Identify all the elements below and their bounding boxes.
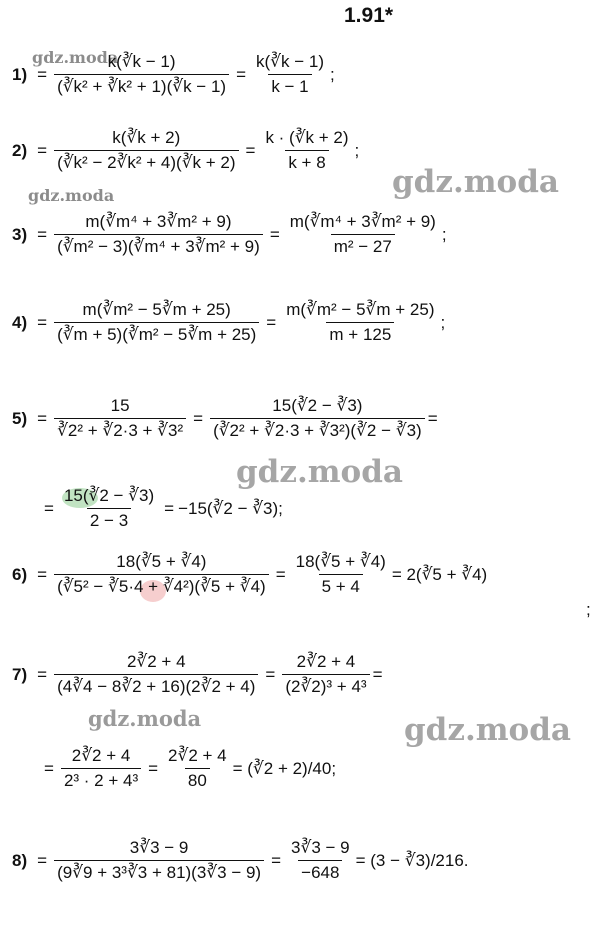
fraction (54, 52, 229, 97)
equals-sign: = (44, 758, 54, 778)
watermark: gdz.moda (88, 706, 202, 731)
fraction (54, 128, 238, 173)
denominator: m² − 27 (331, 234, 395, 257)
equation-line-5-cont (40, 486, 283, 531)
denominator: ∛2² + ∛2·3 + ∛3² (54, 418, 186, 441)
line-end: = (∛2 + 2)/40; (232, 758, 337, 778)
watermark: gdz.moda (32, 48, 119, 67)
item-number: 4) (12, 312, 28, 332)
numerator: 3∛3 − 9 (291, 838, 350, 857)
numerator: 2∛2 + 4 (296, 652, 356, 671)
numerator: k(∛k + 2) (112, 128, 181, 147)
line-end: = (3 − ∛3)/216. (355, 850, 469, 870)
numerator: k(∛k − 1) (107, 52, 176, 71)
equals-sign: = (37, 850, 48, 870)
equals-sign: = (193, 408, 204, 428)
denominator: 2 − 3 (87, 508, 131, 531)
equals-sign: = (266, 312, 277, 332)
equals-sign: = (245, 140, 256, 160)
equation-line-4 (12, 300, 445, 345)
fraction (283, 300, 437, 345)
fraction (54, 552, 269, 597)
fraction (262, 128, 351, 173)
denominator: (∛2² + ∛2·3 + ∛3²)(∛2 − ∛3) (210, 418, 425, 441)
stray-semicolon (586, 600, 591, 620)
equation-line-2 (12, 128, 359, 173)
line-end: ; (440, 312, 446, 332)
equals-sign: = (37, 312, 48, 332)
equals-sign: = (37, 664, 48, 684)
numerator: 18(∛5 + ∛4) (116, 552, 207, 571)
item-number: 5) (12, 408, 28, 428)
line-end: ; (329, 64, 335, 84)
denominator: (4∛4 − 8∛2 + 16)(2∛2 + 4) (54, 674, 258, 697)
numerator: 2∛2 + 4 (126, 652, 186, 671)
item-number: 2) (12, 140, 28, 160)
denominator: −648 (298, 860, 342, 883)
equals-sign: = (275, 564, 286, 584)
denominator: (2∛2)³ + 4³ (282, 674, 369, 697)
fraction (54, 838, 264, 883)
numerator: 2∛2 + 4 (168, 746, 227, 765)
denominator: (∛k² + ∛k² + 1)(∛k − 1) (54, 74, 229, 97)
item-number: 1) (12, 64, 28, 84)
denominator: k + 8 (285, 150, 328, 173)
equals-sign: = (148, 758, 159, 778)
fraction (54, 396, 186, 441)
equals-sign: = (265, 664, 276, 684)
fraction (54, 652, 258, 697)
item-number: 7) (12, 664, 28, 684)
fraction (61, 746, 141, 791)
watermark: gdz.moda (28, 186, 115, 205)
equation-line-7 (12, 652, 383, 697)
equals-sign: = (37, 564, 48, 584)
denominator: (∛k² − 2∛k² + 4)(∛k + 2) (54, 150, 238, 173)
watermark: gdz.moda (392, 164, 559, 200)
denominator: k − 1 (268, 74, 311, 97)
denominator: (∛m + 5)(∛m² − 5∛m + 25) (54, 322, 259, 345)
numerator: m(∛m² − 5∛m + 25) (82, 300, 231, 319)
denominator: 80 (185, 768, 210, 791)
denominator: 5 + 4 (319, 574, 363, 597)
equals-sign: = (164, 498, 175, 518)
equals-sign: = (44, 498, 54, 518)
fraction (288, 838, 353, 883)
equation-line-5 (12, 396, 438, 441)
numerator: 15(∛2 − ∛3) (272, 396, 363, 415)
numerator: 15(∛2 − ∛3) (63, 486, 155, 505)
equation-line-6 (12, 552, 487, 597)
equation-line-1 (12, 52, 335, 97)
watermark: gdz.moda (236, 454, 403, 490)
numerator: 3∛3 − 9 (129, 838, 189, 857)
denominator: (∛m² − 3)(∛m⁴ + 3∛m² + 9) (54, 234, 263, 257)
equals-sign: = (37, 408, 48, 428)
line-end: −15(∛2 − ∛3); (178, 498, 283, 518)
semicolon: ; (586, 600, 591, 619)
equals-sign: = (236, 64, 246, 84)
numerator: 18(∛5 + ∛4) (295, 552, 386, 571)
item-number: 3) (12, 224, 28, 244)
line-end: = (427, 408, 438, 428)
item-number: 6) (12, 564, 28, 584)
numerator: k(∛k − 1) (256, 52, 324, 71)
equals-sign: = (37, 224, 48, 244)
denominator: (∛5² − ∛5·4 + ∛4²)(∛5 + ∛4) (54, 574, 269, 597)
numerator: m(∛m⁴ + 3∛m² + 9) (289, 212, 436, 231)
fraction (54, 212, 263, 257)
fraction (293, 552, 389, 597)
equals-sign: = (37, 64, 48, 84)
line-end: = (372, 664, 383, 684)
numerator: 2∛2 + 4 (71, 746, 131, 765)
denominator: (9∛9 + 3³∛3 + 81)(3∛3 − 9) (54, 860, 264, 883)
numerator: m(∛m² − 5∛m + 25) (286, 300, 435, 319)
fraction (54, 300, 259, 345)
fraction (210, 396, 425, 441)
equals-sign: = (271, 850, 282, 870)
equation-line-8 (12, 838, 469, 883)
fraction (61, 486, 157, 531)
line-end: ; (354, 140, 360, 160)
equals-sign: = (37, 140, 48, 160)
fraction (287, 212, 439, 257)
denominator: m + 125 (326, 322, 394, 345)
numerator: m(∛m⁴ + 3∛m² + 9) (85, 212, 232, 231)
fraction (282, 652, 369, 697)
watermark: gdz.moda (404, 712, 571, 748)
line-end: ; (441, 224, 447, 244)
fraction (253, 52, 327, 97)
equals-sign: = (269, 224, 280, 244)
item-number: 8) (12, 850, 28, 870)
numerator: 15 (110, 396, 130, 415)
line-end: = 2(∛5 + ∛4) (391, 564, 488, 584)
equation-line-3 (12, 212, 447, 257)
numerator: k · (∛k + 2) (265, 128, 349, 147)
fraction (165, 746, 230, 791)
equation-line-7-cont (40, 746, 336, 791)
denominator: 2³ · 2 + 4³ (61, 768, 141, 791)
exercise-number: 1.91* (344, 4, 394, 27)
